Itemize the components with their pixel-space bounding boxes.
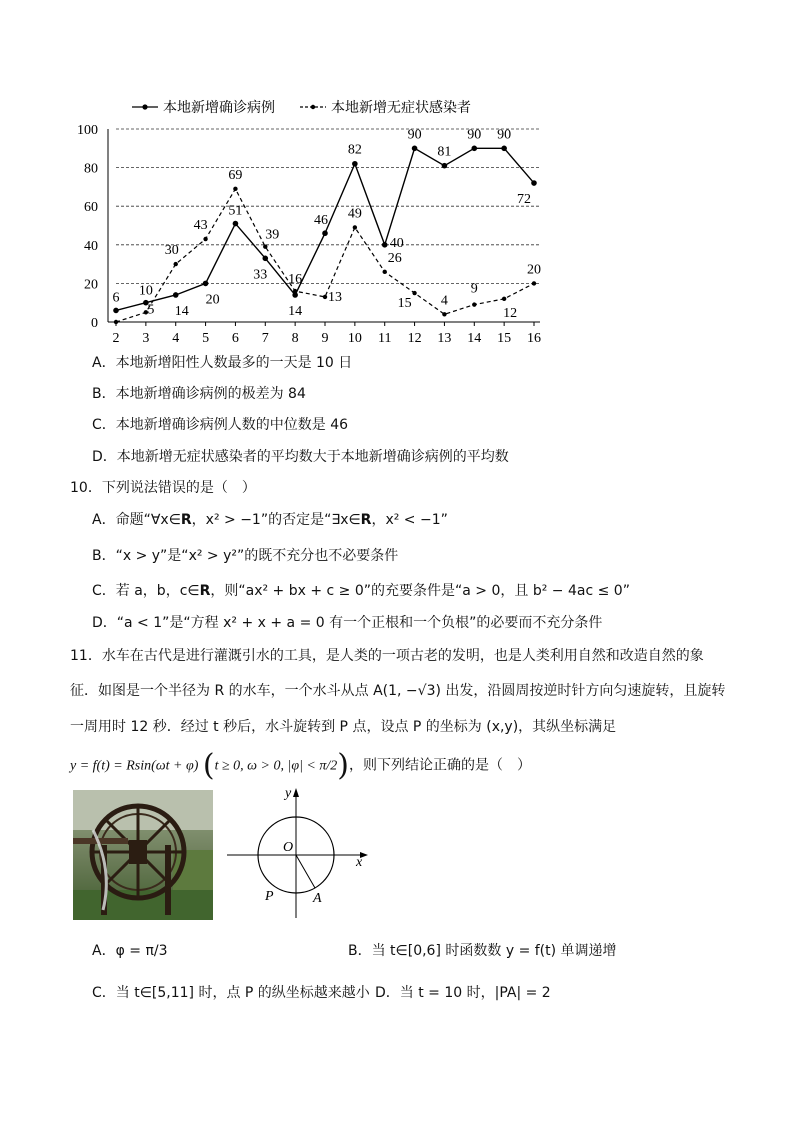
data-label-asymptomatic: 30 xyxy=(164,243,179,259)
data-label-asymptomatic: 26 xyxy=(387,250,402,266)
y-tick-label: 0 xyxy=(91,316,98,331)
x-tick-label: 16 xyxy=(527,331,541,346)
x-tick-label: 3 xyxy=(142,331,150,346)
x-tick-label: 5 xyxy=(202,331,210,346)
point-asymptomatic xyxy=(233,187,237,191)
y-tick-label: 40 xyxy=(84,238,98,254)
x-tick-label: 10 xyxy=(347,331,362,346)
data-label-confirmed: 10 xyxy=(138,283,153,299)
data-label-asymptomatic: 20 xyxy=(527,262,541,278)
point-p-label: P xyxy=(265,889,274,904)
data-label-confirmed: 20 xyxy=(205,292,220,308)
data-label-confirmed: 33 xyxy=(253,267,268,283)
q9-option-b: B．本地新增确诊病例的极差为 84 xyxy=(92,386,306,402)
data-label-confirmed: 6 xyxy=(112,290,120,306)
data-label-asymptomatic: 5 xyxy=(147,302,155,318)
point-asymptomatic xyxy=(114,320,118,324)
point-confirmed xyxy=(442,163,448,169)
point-confirmed xyxy=(382,242,388,248)
x-tick-label: 7 xyxy=(261,331,269,346)
q9-option-c: C．本地新增确诊病例人数的中位数是 46 xyxy=(92,417,349,433)
data-label-asymptomatic: 15 xyxy=(397,296,412,312)
data-label-asymptomatic: 16 xyxy=(288,272,303,288)
point-asymptomatic xyxy=(412,291,416,295)
point-confirmed xyxy=(292,292,298,298)
q11-option-d: D．当 t = 10 时，|PA| = 2 xyxy=(375,985,551,1001)
point-asymptomatic xyxy=(174,262,178,266)
data-label-asymptomatic: 69 xyxy=(228,167,243,183)
point-confirmed xyxy=(501,146,507,152)
x-tick-label: 11 xyxy=(377,331,392,346)
point-confirmed xyxy=(173,292,179,298)
x-tick-label: 12 xyxy=(407,331,422,346)
point-confirmed xyxy=(412,146,418,152)
data-label-confirmed: 82 xyxy=(347,142,362,158)
axis-x-label: x xyxy=(356,855,363,870)
point-asymptomatic xyxy=(323,295,327,299)
q11-option-a: A．φ = π/3 xyxy=(92,943,168,959)
data-label-confirmed: 46 xyxy=(314,213,328,229)
data-label-confirmed: 40 xyxy=(389,235,404,251)
data-label-confirmed: 72 xyxy=(517,192,531,208)
q10-stem: 10．下列说法错误的是（ ） xyxy=(70,480,256,496)
x-tick-label: 13 xyxy=(437,331,452,346)
point-asymptomatic xyxy=(353,225,357,229)
point-asymptomatic xyxy=(263,245,267,249)
q9-option-d: D．本地新增无症状感染者的平均数大于本地新增确诊病例的平均数 xyxy=(92,449,509,465)
legend-label-asymptomatic: 本地新增无症状感染者 xyxy=(331,100,471,116)
point-confirmed xyxy=(352,161,358,167)
data-label-asymptomatic: 49 xyxy=(347,206,362,222)
data-label-asymptomatic: 43 xyxy=(193,218,208,234)
q10-option-d: D．“a < 1”是“方程 x² + x + a = 0 有一个正根和一个负根”的必要而不充分条件 xyxy=(92,615,603,631)
q11-formula: y = f(t) = Rsin(ωt + φ) (t ≥ 0, ω > 0, |φ| < π/2)，则下列结论正确的是（ ） xyxy=(70,748,531,783)
q10-option-b: B．“x > y”是“x² > y²”的既不充分也不必要条件 xyxy=(92,548,399,564)
x-tick-label: 4 xyxy=(172,331,180,346)
point-asymptomatic xyxy=(442,312,446,316)
point-confirmed xyxy=(113,308,119,314)
q11-line-3: 一周用时 12 秒．经过 t 秒后，水斗旋转到 P 点，设点 P 的坐标为 (x,y)，其纵坐标满足 xyxy=(70,719,617,735)
q11-line-1: 11．水车在古代是进行灌溉引水的工具，是人类的一项古老的发明，也是人类利用自然和改造自然的象 xyxy=(70,648,704,664)
chart-legend xyxy=(132,99,471,116)
data-label-asymptomatic: 9 xyxy=(470,281,478,297)
point-asymptomatic xyxy=(203,237,207,241)
point-confirmed xyxy=(322,230,328,236)
q10-option-c: C．若 a，b，c∈R，则“ax² + bx + c ≥ 0”的充要条件是“a > 0，且 b² − 4ac ≤ 0” xyxy=(92,583,630,599)
unit-circle-diagram xyxy=(225,782,375,922)
data-label-asymptomatic: 4 xyxy=(440,293,448,309)
y-tick-label: 100 xyxy=(77,123,98,138)
y-tick-label: 80 xyxy=(84,161,98,177)
q9-option-a: A．本地新增阳性人数最多的一天是 10 日 xyxy=(92,355,353,371)
data-label-confirmed: 90 xyxy=(407,127,422,143)
point-confirmed xyxy=(471,146,477,152)
point-a-label: A xyxy=(313,891,322,906)
data-label-asymptomatic: 13 xyxy=(328,289,342,305)
data-label-asymptomatic: 12 xyxy=(503,305,518,321)
point-asymptomatic xyxy=(383,270,387,274)
point-confirmed xyxy=(531,180,537,186)
x-tick-label: 15 xyxy=(497,331,512,346)
q10-option-a: A．命题“∀x∈R，x² > −1”的否定是“∃x∈R，x² < −1” xyxy=(92,512,448,528)
x-tick-label: 14 xyxy=(467,331,482,346)
data-label-confirmed: 90 xyxy=(497,127,512,143)
data-label-asymptomatic: 39 xyxy=(265,227,280,243)
origin-label: O xyxy=(283,840,294,855)
q11-option-c: C．当 t∈[5,11] 时，点 P 的纵坐标越来越小 xyxy=(92,985,370,1001)
point-confirmed xyxy=(203,281,209,287)
y-tick-label: 20 xyxy=(84,277,98,293)
q11-line-2: 征．如图是一个半径为 R 的水车，一个水斗从点 A(1, −√3) 出发，沿圆周按逆时针方向匀速旋转，且旋转 xyxy=(70,683,726,699)
point-asymptomatic xyxy=(532,281,536,285)
x-tick-label: 8 xyxy=(291,331,299,346)
x-tick-label: 9 xyxy=(321,331,329,346)
y-tick-label: 60 xyxy=(84,200,98,216)
water-wheel-photo xyxy=(73,790,213,920)
x-tick-label: 2 xyxy=(112,331,120,346)
data-label-confirmed: 14 xyxy=(288,303,303,319)
axis-y-label: y xyxy=(285,786,292,801)
data-label-confirmed: 14 xyxy=(174,303,189,319)
point-confirmed xyxy=(262,256,268,262)
legend-label-confirmed: 本地新增确诊病例 xyxy=(163,100,275,116)
data-label-confirmed: 81 xyxy=(437,144,452,160)
data-label-confirmed: 51 xyxy=(228,203,243,219)
x-tick-label: 6 xyxy=(231,331,239,346)
line-chart xyxy=(60,88,560,350)
point-confirmed xyxy=(233,221,239,227)
data-label-confirmed: 90 xyxy=(467,127,482,143)
point-asymptomatic xyxy=(502,297,506,301)
point-asymptomatic xyxy=(472,302,476,306)
q11-option-b: B．当 t∈[0,6] 时函数数 y = f(t) 单调递增 xyxy=(348,943,617,959)
